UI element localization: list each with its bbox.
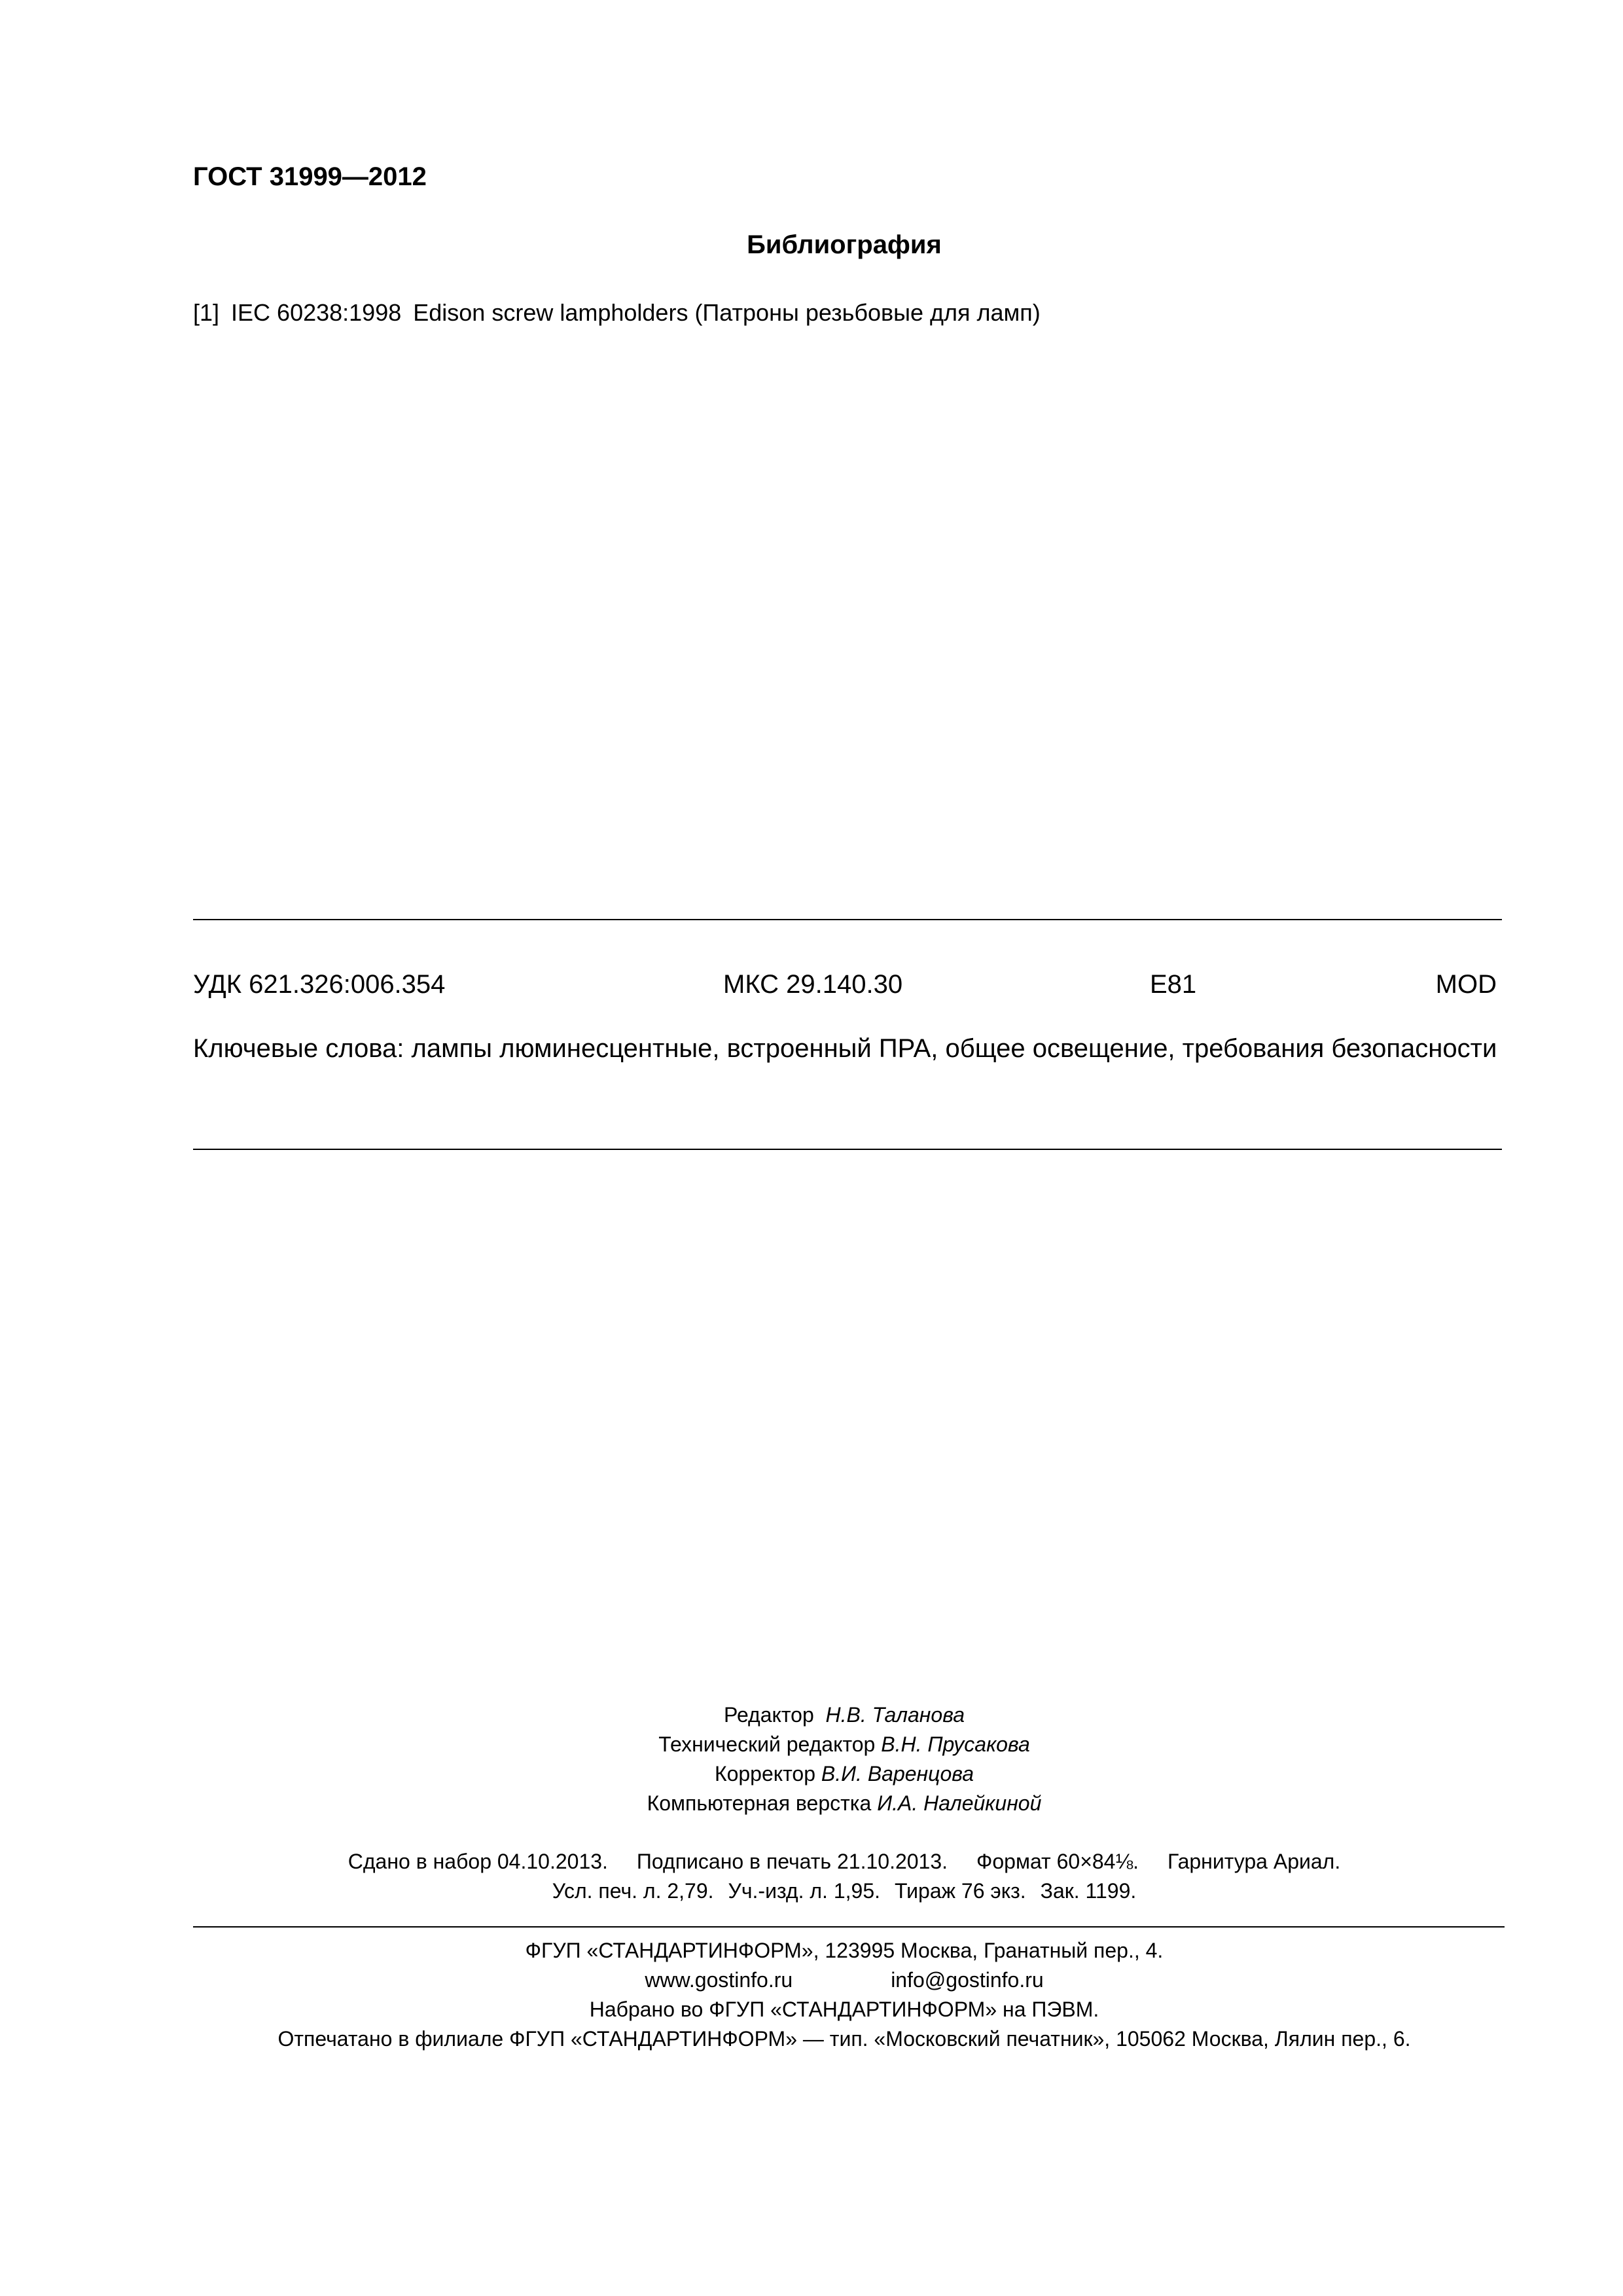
credits-block bbox=[0, 1700, 1623, 1818]
keywords: Ключевые слова: лампы люминесцентные, встроенный ПРА, общее освещение, требования безопасности bbox=[193, 1034, 1497, 1063]
publisher-website: www.gostinfo.ru bbox=[645, 1968, 793, 1992]
print-info-line-2: Усл. печ. л. 2,79. Уч.-изд. л. 1,95. Тираж 76 экз. Зак. 1199. bbox=[552, 1879, 1137, 1903]
credit-line: Компьютерная верстка И.А. Налейкиной bbox=[647, 1791, 1042, 1815]
footer-divider bbox=[193, 1926, 1505, 1928]
mks-code: МКС 29.140.30 bbox=[723, 970, 903, 999]
credit-name: В.Н. Прусакова bbox=[881, 1732, 1030, 1756]
publisher-block bbox=[0, 1936, 1623, 2054]
publisher-email: info@gostinfo.ru bbox=[891, 1968, 1044, 1992]
middle-divider bbox=[193, 1149, 1502, 1150]
entry-standard: IEC 60238:1998 bbox=[231, 299, 402, 326]
bibliography-entry bbox=[193, 299, 1041, 327]
print-info-line-1: Сдано в набор 04.10.2013. Подписано в печать 21.10.2013. Формат 60×84⅛. Гарнитура Ариал. bbox=[348, 1850, 1341, 1873]
group-code: Е81 bbox=[1150, 970, 1197, 999]
top-divider bbox=[193, 919, 1502, 920]
credit-line: Редактор Н.В. Таланова bbox=[724, 1703, 965, 1727]
print-info bbox=[0, 1847, 1623, 1906]
bibliography-title: Библиография bbox=[747, 230, 942, 259]
credit-name: Н.В. Таланова bbox=[825, 1703, 965, 1727]
classification-row bbox=[193, 970, 1497, 1003]
mod-code: MOD bbox=[1435, 970, 1497, 999]
publisher-printed: Отпечатано в филиале ФГУП «СТАНДАРТИНФОРМ» — тип. «Московский печатник», 105062 Москва, Лялин пер., 6. bbox=[277, 2027, 1411, 2051]
publisher-typeset: Набрано во ФГУП «СТАНДАРТИНФОРМ» на ПЭВМ. bbox=[589, 1998, 1099, 2021]
credit-name: И.А. Налейкиной bbox=[877, 1791, 1042, 1815]
entry-text: Edison screw lampholders (Патроны резьбовые для ламп) bbox=[413, 299, 1041, 326]
publisher-contacts bbox=[0, 1965, 1623, 1995]
publisher-address: ФГУП «СТАНДАРТИНФОРМ», 123995 Москва, Гранатный пер., 4. bbox=[525, 1939, 1164, 1962]
credit-line: Технический редактор В.Н. Прусакова bbox=[658, 1732, 1030, 1756]
credit-line: Корректор В.И. Варенцова bbox=[714, 1762, 974, 1785]
document-code: ГОСТ 31999—2012 bbox=[193, 162, 427, 191]
entry-number: [1] bbox=[193, 299, 220, 326]
udk-code: УДК 621.326:006.354 bbox=[193, 970, 446, 999]
credit-name: В.И. Варенцова bbox=[821, 1762, 974, 1785]
